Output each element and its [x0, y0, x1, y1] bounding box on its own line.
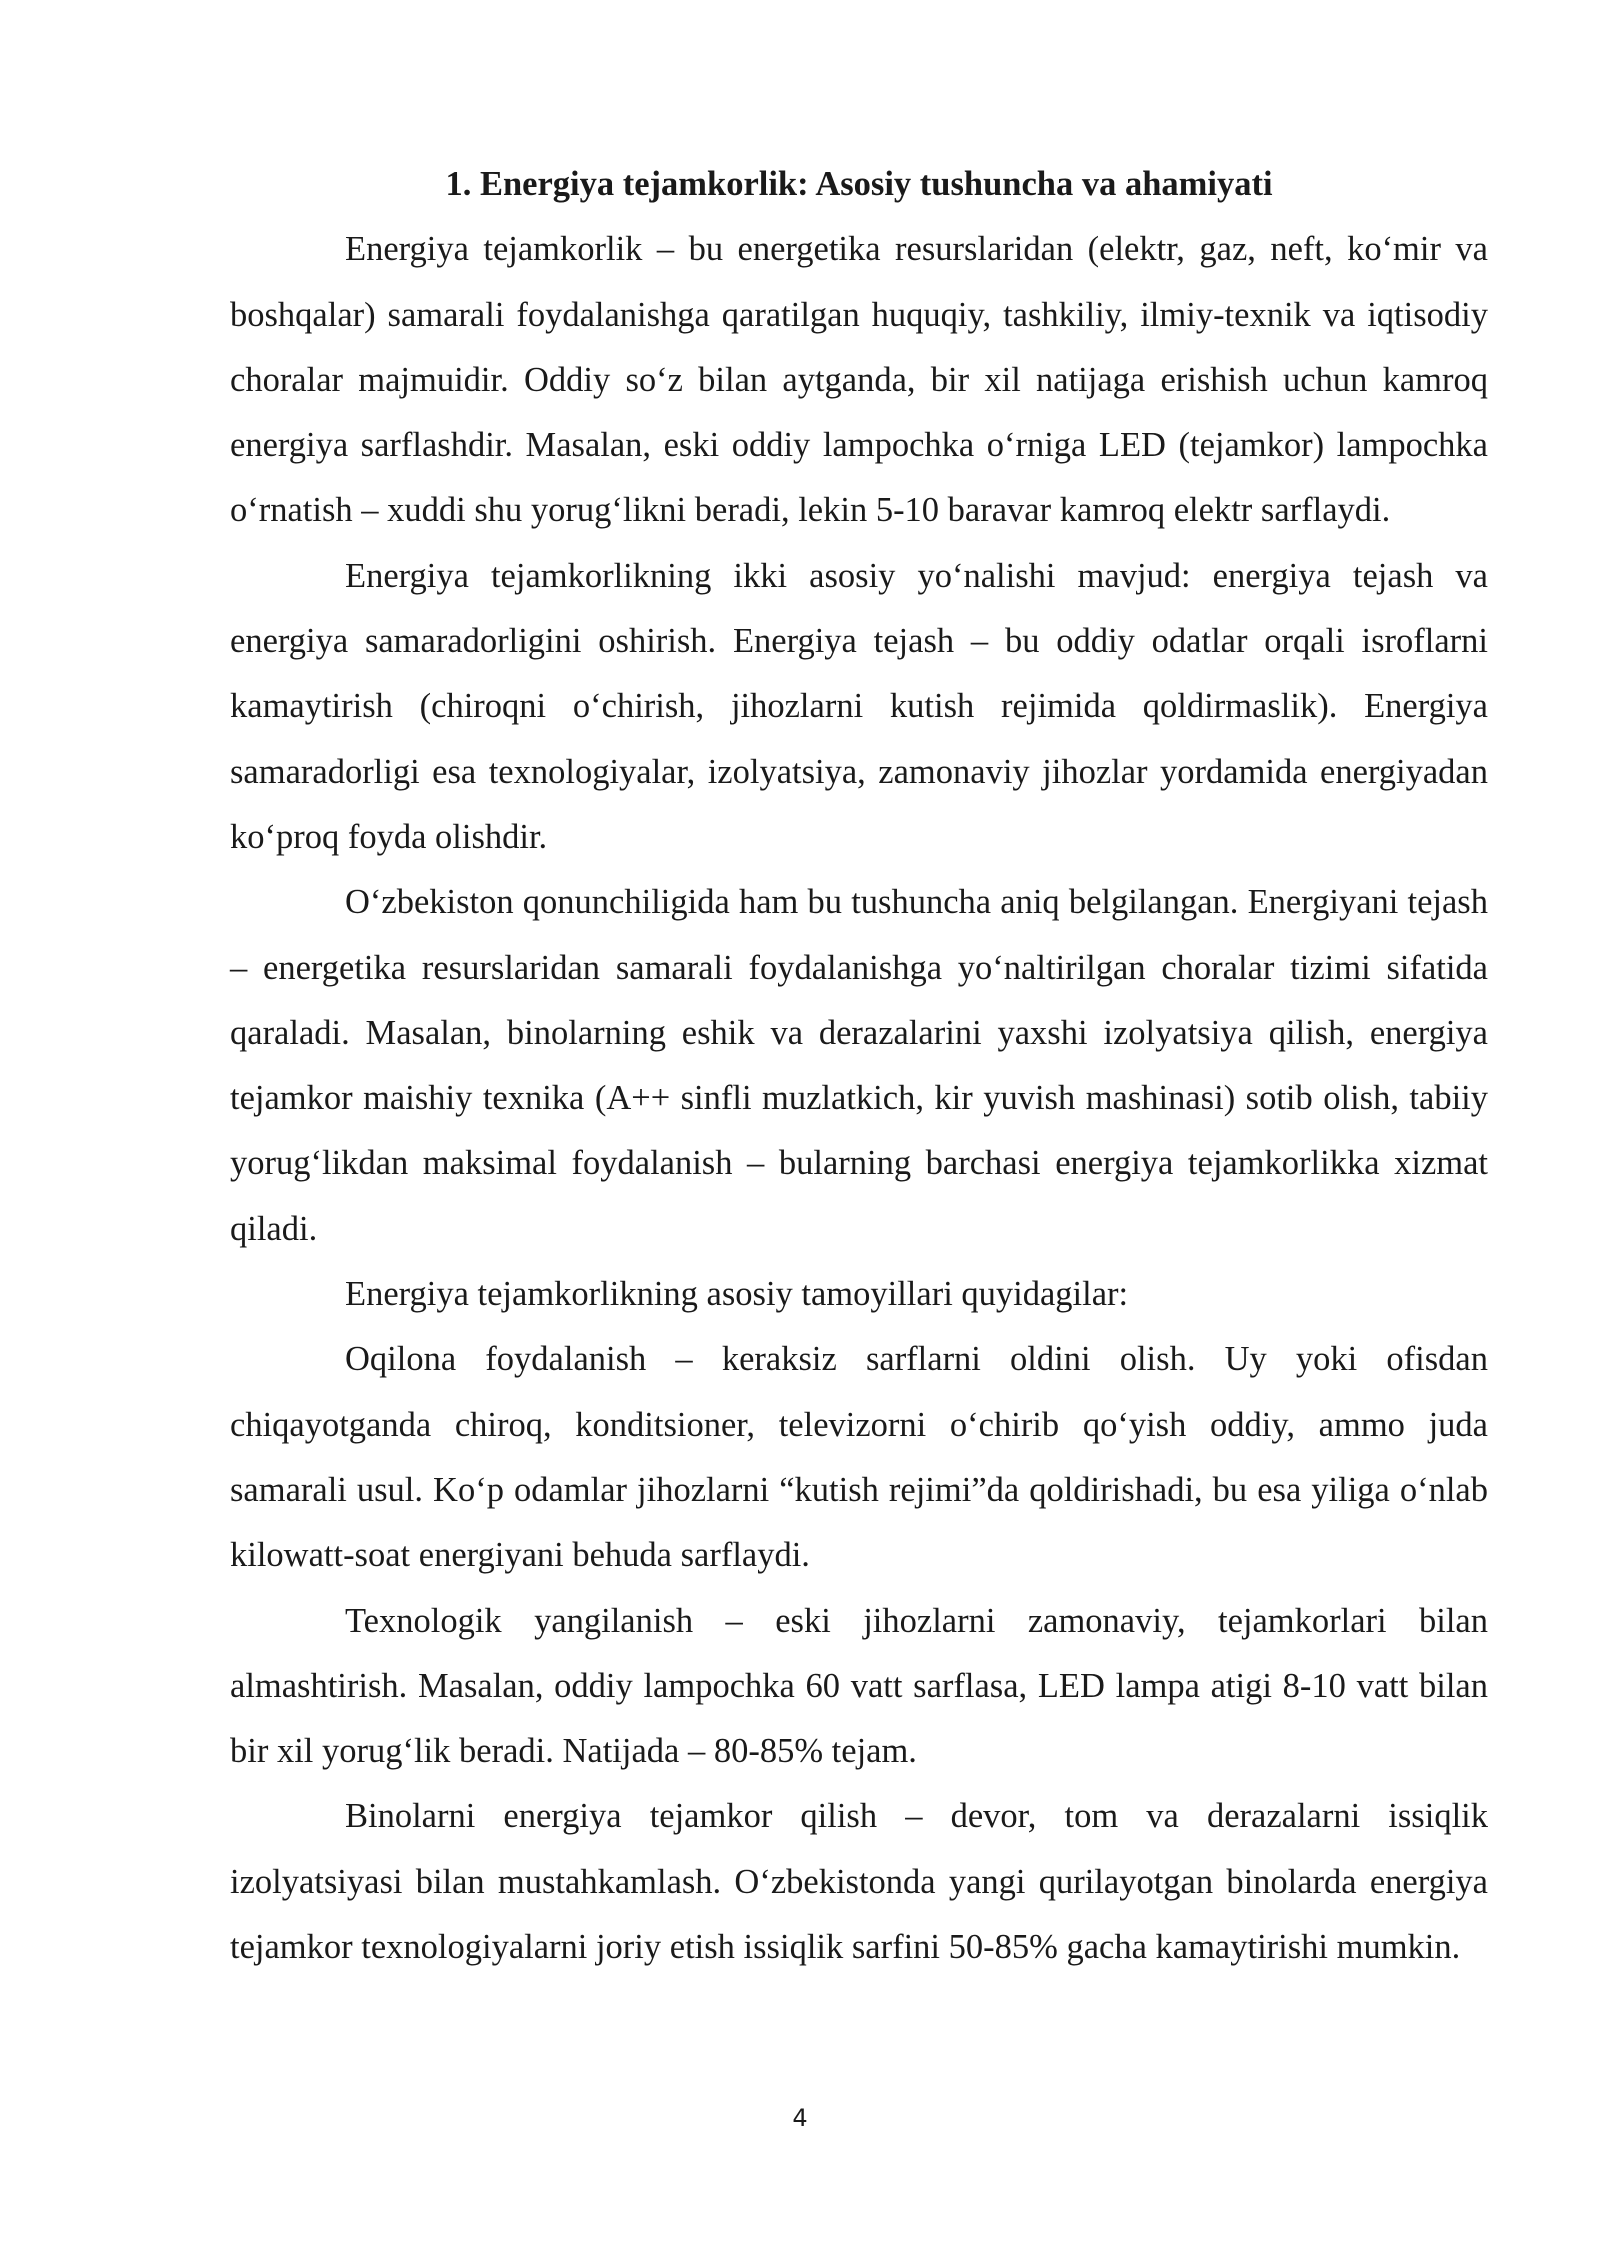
- paragraph-directions: Energiya tejamkorlikning ikki asosiy yo‘nalishi mavjud: energiya tejash va energiya samaradorligini oshirish. Energiya tejash – bu oddiy odatlar orqali isroflarni kamaytirish (chiroqni o‘chirish, jihozlarni kutish rejimida qoldirmaslik). Energiya samaradorligi esa texnologiyalar, izolyatsiya, zamonaviy jihozlar yordamida energiyadan ko‘proq foyda olishdir.: [230, 556, 1488, 856]
- paragraph-definition: Energiya tejamkorlik – bu energetika resurslaridan (elektr, gaz, neft, ko‘mir va boshqalar) samarali foydalanishga qaratilgan huquqiy, tashkiliy, ilmiy-texnik va iqtisodiy choralar majmuidir. Oddiy so‘z bilan aytganda, bir xil natijaga erishish uchun kamroq energiya sarflashdir. Masalan, eski oddiy lampochka o‘rniga LED (tejamkor) lampochka o‘rnatish – xuddi shu yorug‘likni beradi, lekin 5-10 baravar kamroq elektr sarflaydi.: [230, 230, 1488, 530]
- paragraph-rational-use: Oqilona foydalanish – keraksiz sarflarni oldini olish. Uy yoki ofisdan chiqayotganda chiroq, konditsioner, televizorni o‘chirib qo‘yish oddiy, ammo juda samarali usul. Ko‘p odamlar jihozlarni “kutish rejimi”da qoldirishadi, bu esa yiliga o‘nlab kilowatt-soat energiyani behuda sarflaydi.: [230, 1340, 1488, 1575]
- paragraph-tech-update: Texnologik yangilanish – eski jihozlarni zamonaviy, tejamkorlari bilan almashtirish. Masalan, oddiy lampochka 60 vatt sarflasa, LED lampa atigi 8-10 vatt bilan bir xil yorug‘lik beradi. Natijada – 80-85% tejam.: [230, 1601, 1488, 1771]
- paragraph-buildings: Binolarni energiya tejamkor qilish – devor, tom va derazalarni issiqlik izolyatsiyasi bilan mustahkamlash. O‘zbekistonda yangi qurilayotgan binolarda energiya tejamkor texnologiyalarni joriy etish issiqlik sarfini 50-85% gacha kamaytirishi mumkin.: [230, 1797, 1488, 1967]
- section-title: 1. Energiya tejamkorlik: Asosiy tushuncha va ahamiyati: [445, 165, 1273, 203]
- page-content: [230, 152, 1488, 1980]
- page-number: 4: [792, 2104, 808, 2132]
- paragraph-legislation: O‘zbekiston qonunchiligida ham bu tushuncha aniq belgilangan. Energiyani tejash – energetika resurslaridan samarali foydalanishga yo‘naltirilgan choralar tizimi sifatida qaraladi. Masalan, binolarning eshik va derazalarini yaxshi izolyatsiya qilish, energiya tejamkor maishiy texnika (A++ sinfli muzlatkich, kir yuvish mashinasi) sotib olish, tabiiy yorug‘likdan maksimal foydalanish – bularning barchasi energiya tejamkorlikka xizmat qiladi.: [230, 883, 1488, 1248]
- paragraph-principles-intro: Energiya tejamkorlikning asosiy tamoyillari quyidagilar:: [345, 1275, 1129, 1314]
